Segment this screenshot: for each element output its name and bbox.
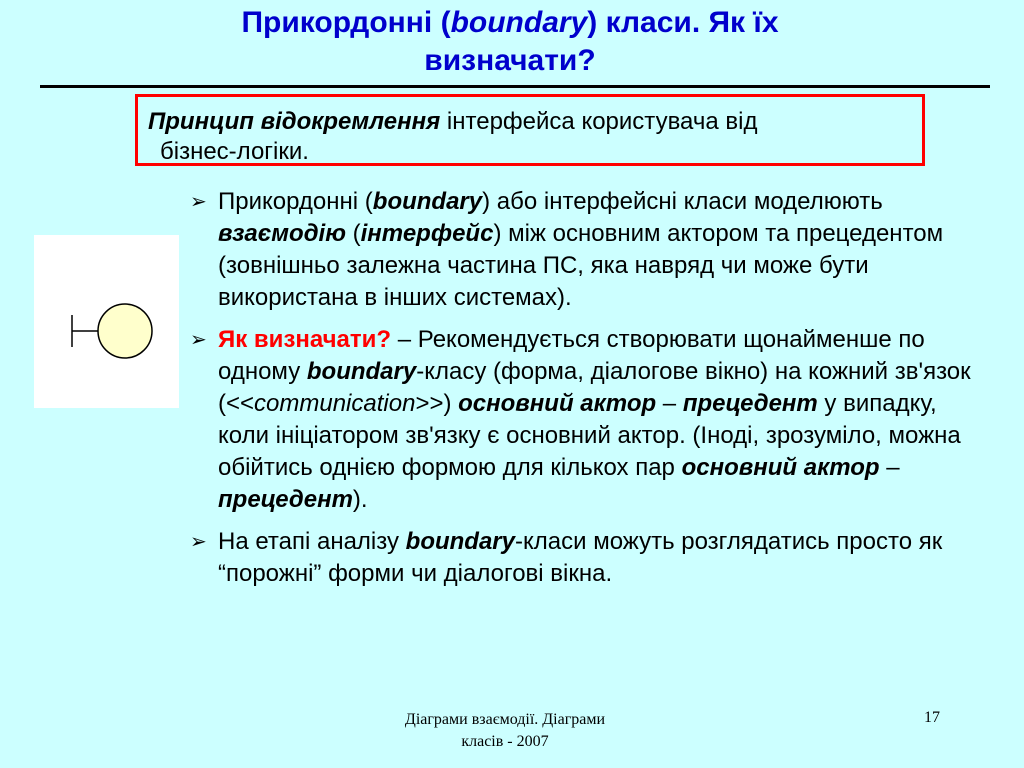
principle-text: інтерфейса користувача від — [440, 108, 758, 135]
text: Прикордонні ( — [218, 188, 373, 215]
footer-line-2: класів - 2007 — [461, 733, 549, 750]
text: – Рекомендується створювати щонайменше по одному — [218, 326, 925, 385]
footer-line-1: Діаграми взаємодії. Діаграми — [404, 711, 606, 728]
text: -класу (форма, діалогове вікно) на кожний зв'язок (<< — [218, 358, 971, 417]
slide-footer — [330, 709, 680, 753]
boundary-class-icon — [34, 235, 179, 408]
title-text-1: Прикордонні ( — [241, 6, 451, 39]
text: ( — [345, 220, 361, 247]
bullet-item-2 — [190, 324, 990, 516]
emphasis: взаємодію — [218, 220, 346, 247]
text: ) або інтерфейсні класи моделюють — [482, 188, 883, 215]
emphasis: boundary — [372, 188, 483, 215]
bullet-arrow-icon: ➢ — [190, 531, 207, 553]
bullet-list — [190, 186, 990, 600]
principle-line-2: бізнес-логіки. — [160, 138, 309, 165]
italic: communication — [254, 390, 416, 417]
text: – — [879, 454, 900, 481]
bullet-arrow-icon: ➢ — [190, 191, 207, 213]
emphasis: boundary — [405, 528, 515, 555]
emphasis: основний актор — [458, 390, 657, 417]
text: – — [656, 390, 683, 417]
emphasis: прецедент — [218, 486, 353, 513]
slide-title — [60, 4, 960, 80]
emphasis: інтерфейс — [360, 220, 494, 247]
title-italic: boundary — [450, 6, 588, 39]
highlight: Як визначати? — [218, 326, 392, 353]
page-number: 17 — [924, 709, 940, 726]
title-divider — [40, 85, 990, 88]
emphasis: boundary — [306, 358, 417, 385]
title-line-2: визначати? — [424, 44, 596, 77]
text: >>) — [415, 390, 459, 417]
text: ) між основним актором та прецедентом (зовнішньо залежна частина ПС, яка навряд чи може бути використана в інших системах). — [218, 220, 944, 311]
text: ). — [352, 486, 368, 513]
bullet-arrow-icon: ➢ — [190, 329, 207, 351]
boundary-icon-panel — [34, 235, 179, 408]
principle-box — [135, 94, 925, 166]
bullet-item-3 — [190, 526, 990, 590]
text: На етапі аналізу — [218, 528, 406, 555]
bullet-item-1 — [190, 186, 990, 314]
title-text-2: ) класи. Як їх — [587, 6, 779, 39]
text: у випадку, коли ініціатором зв'язку є основний актор. (Іноді, зрозуміло, можна обійтись однією формою для кількох пар — [218, 390, 961, 481]
text: -класи можуть розглядатись просто як “порожні” форми чи діалогові вікна. — [218, 528, 943, 587]
principle-emphasis: Принцип відокремлення — [148, 108, 441, 135]
emphasis: основний актор — [681, 454, 880, 481]
emphasis: прецедент — [682, 390, 818, 417]
